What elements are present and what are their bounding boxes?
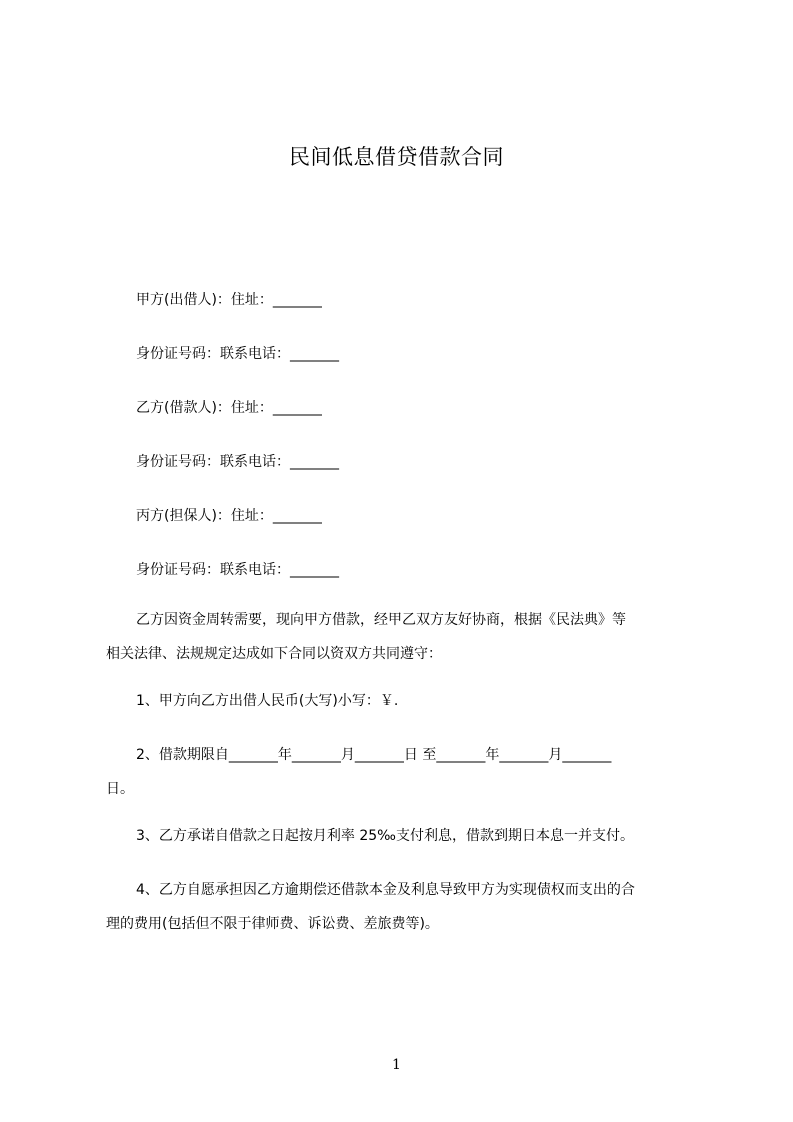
intro-paragraph — [106, 610, 706, 664]
clause-3: 3、乙方承诺自借款之日起按月利率 25‰支付利息，借款到期日本息一并支付。 — [136, 828, 634, 844]
clause-4 — [106, 880, 706, 934]
page-number: 1 — [392, 1057, 401, 1073]
intro-line-1: 乙方因资金周转需要，现向甲方借款，经甲乙双方友好协商，根据《民法典》等 — [136, 612, 626, 628]
clause-2-line-1: 2、借款期限自_______年_______月_______日 至_______年_______月_______ — [136, 747, 612, 763]
document-title: 民间低息借贷借款合同 — [289, 145, 504, 169]
party-c-address: 丙方(担保人)：住址：_______ — [136, 508, 322, 524]
party-c-id-phone: 身份证号码：联系电话：_______ — [136, 562, 339, 578]
party-a-address: 甲方(出借人)：住址：_______ — [136, 292, 322, 308]
party-a-id-phone: 身份证号码：联系电话：_______ — [136, 346, 339, 362]
party-b-address: 乙方(借款人)：住址：_______ — [136, 400, 322, 416]
clause-4-line-2: 理的费用(包括但不限于律师费、诉讼费、差旅费等)。 — [106, 916, 439, 932]
clause-4-line-1: 4、乙方自愿承担因乙方逾期偿还借款本金及利息导致甲方为实现债权而支出的合 — [136, 882, 635, 898]
intro-line-2: 相关法律、法规规定达成如下合同以资双方共同遵守： — [106, 646, 442, 662]
party-b-id-phone: 身份证号码：联系电话：_______ — [136, 454, 339, 470]
clause-2 — [106, 745, 706, 799]
clause-1: 1、甲方向乙方出借人民币(大写)小写：￥. — [136, 693, 399, 709]
clause-2-line-2: 日。 — [106, 781, 134, 797]
